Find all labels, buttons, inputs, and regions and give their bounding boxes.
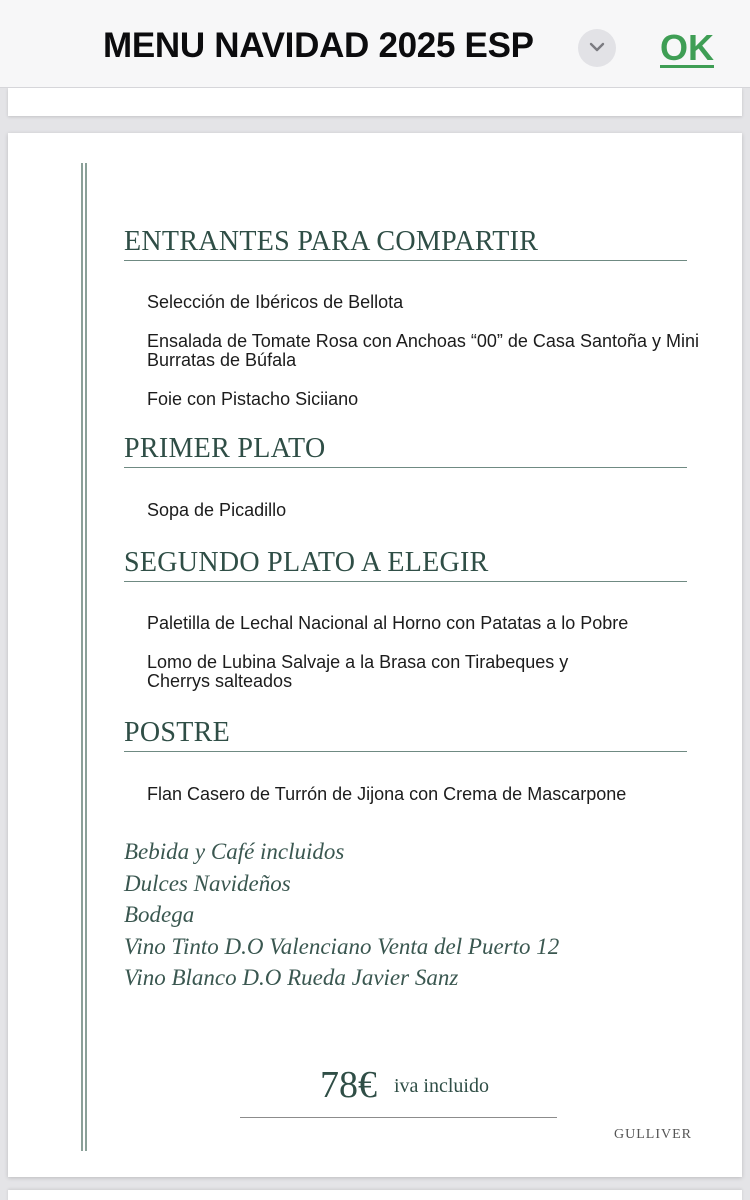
document-title: MENU NAVIDAD 2025 ESP xyxy=(103,26,534,65)
brand-name: GULLIVER xyxy=(614,1127,692,1142)
menu-item: Paletilla de Lechal Nacional al Horno con Patatas a lo Pobre xyxy=(147,613,629,633)
menu-item: Ensalada de Tomate Rosa con Anchoas “00” de Casa Santoña y Mini Burratas de Búfala xyxy=(147,331,700,370)
title-dropdown-button[interactable] xyxy=(578,29,616,67)
next-page xyxy=(8,1190,742,1200)
menu-item: Flan Casero de Turrón de Jijona con Crema de Mascarpone xyxy=(147,784,627,804)
menu-item: Selección de Ibéricos de Bellota xyxy=(147,292,404,312)
section-heading: PRIMER PLATO xyxy=(124,433,687,468)
section-heading: ENTRANTES PARA COMPARTIR xyxy=(124,226,687,261)
extra-line: Dulces Navideños xyxy=(124,871,291,896)
menu-page xyxy=(8,133,742,1177)
price-divider xyxy=(240,1117,557,1118)
section-heading: POSTRE xyxy=(124,717,687,752)
menu-item: Foie con Pistacho Siciiano xyxy=(147,389,359,409)
page-border-rule xyxy=(81,163,83,1151)
extra-line: Bodega xyxy=(124,902,195,927)
top-bar xyxy=(0,0,750,88)
price-note: iva incluido xyxy=(394,1075,489,1097)
previous-page xyxy=(8,88,742,116)
extra-line: Bebida y Café incluidos xyxy=(124,839,345,864)
chevron-down-icon xyxy=(589,39,605,57)
section-heading: SEGUNDO PLATO A ELEGIR xyxy=(124,547,687,582)
extra-line: Vino Blanco D.O Rueda Javier Sanz xyxy=(124,965,459,990)
menu-item: Sopa de Picadillo xyxy=(147,500,287,520)
menu-item: Lomo de Lubina Salvaje a la Brasa con Tirabeques y Cherrys salteados xyxy=(147,652,569,691)
ok-button[interactable]: OK xyxy=(660,27,714,68)
extra-line: Vino Tinto D.O Valenciano Venta del Puerto 12 xyxy=(124,934,560,959)
menu-price: 78€ xyxy=(320,1064,377,1106)
page-border-rule xyxy=(85,163,87,1151)
